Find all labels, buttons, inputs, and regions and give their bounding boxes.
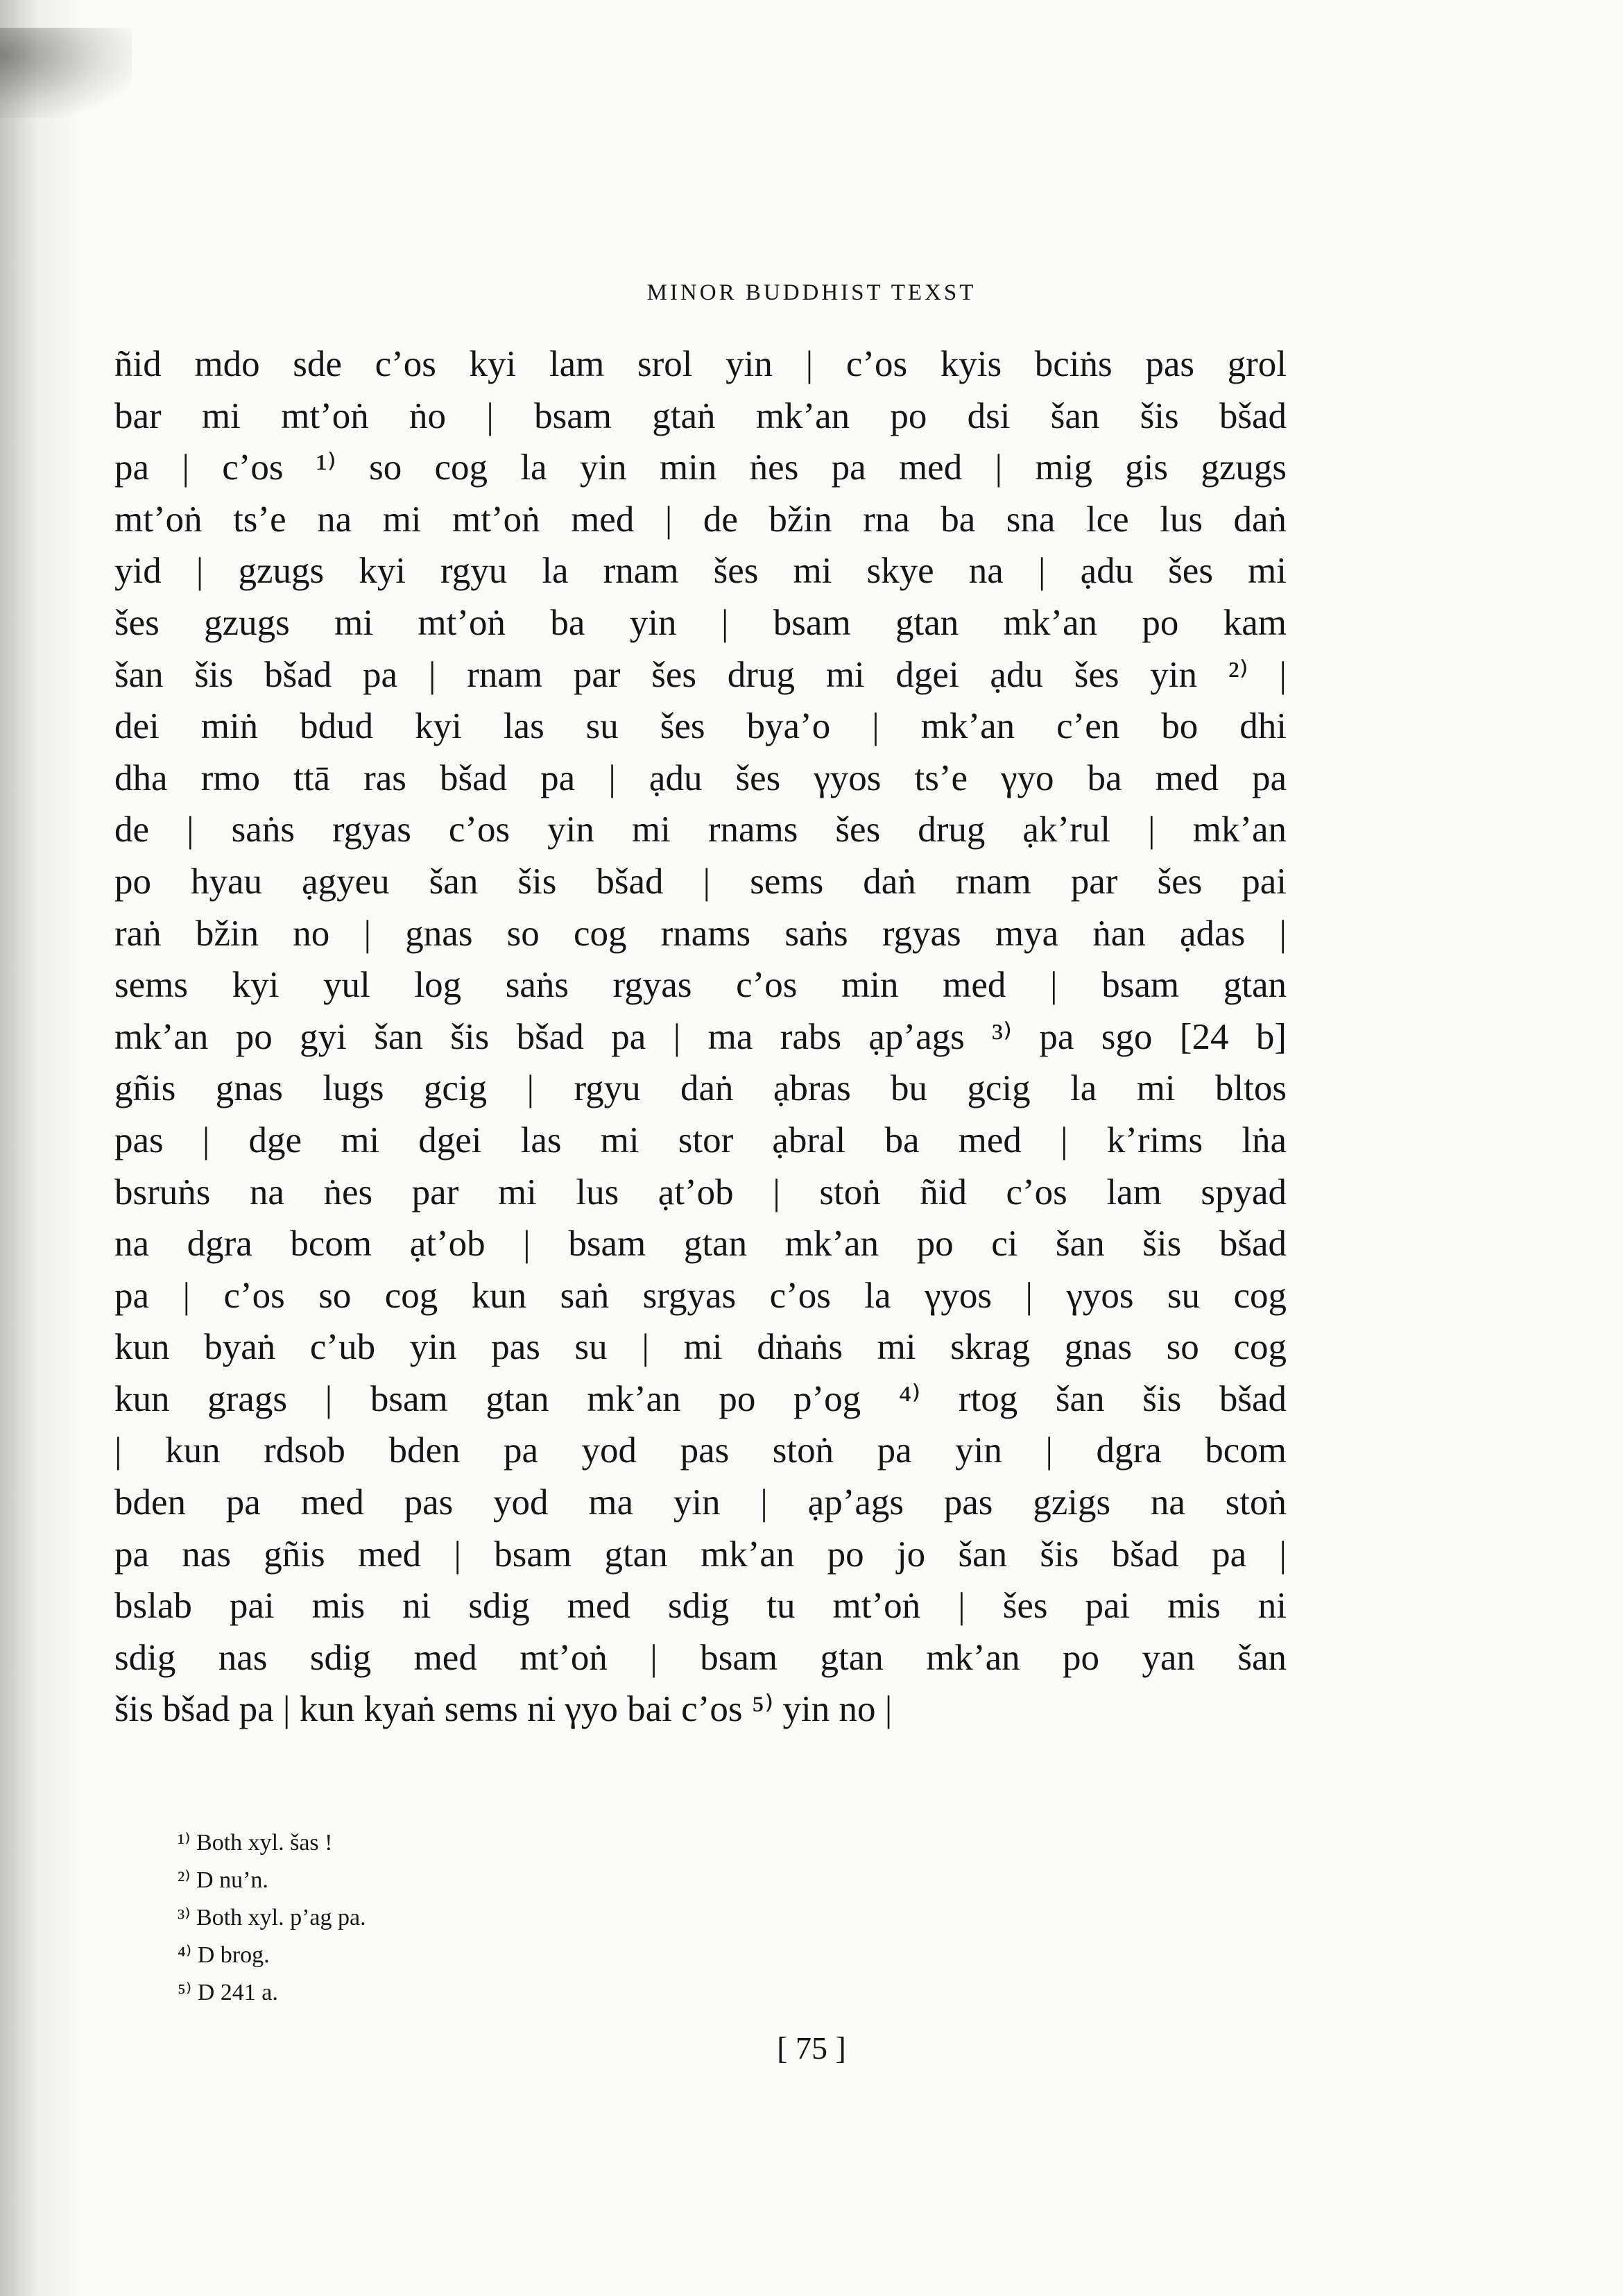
text-line: pa | c’os so cog kun saṅ srgyas c’os la γyos | γyos su cog bbox=[114, 1275, 1287, 1316]
footnote: ²⁾ D nu’n. bbox=[178, 1867, 268, 1893]
text-line: | kun rdsob bden pa yod pas stoṅ pa yin | dgra bcom bbox=[114, 1430, 1287, 1471]
footnote: ³⁾ Both xyl. p’ag pa. bbox=[178, 1905, 366, 1930]
page-number: [ 75 ] bbox=[777, 2030, 846, 2066]
text-line: mk’an po gyi šan šis bšad pa | ma rabs ạp’ags ³⁾ pa sgo [24 b] bbox=[114, 1016, 1287, 1057]
text-line: kun grags | bsam gtan mk’an po p’og ⁴⁾ rtog šan šis bšad bbox=[114, 1378, 1287, 1419]
text-line: šis bšad pa | kun kyaṅ sems ni γyo bai c’os ⁵⁾ yin no | bbox=[114, 1689, 893, 1730]
text-line: bslab pai mis ni sdig med sdig tu mt’oṅ | šes pai mis ni bbox=[114, 1586, 1287, 1627]
text-line: pa | c’os ¹⁾ so cog la yin min ṅes pa med | mig gis gzugs bbox=[114, 447, 1287, 488]
page-corner-shadow bbox=[0, 28, 132, 118]
text-line: bar mi mt’oṅ ṅo | bsam gtaṅ mk’an po dsi šan šis bšad bbox=[114, 395, 1287, 436]
text-line: po hyau ạgyeu šan šis bšad | sems daṅ rnam par šes pai bbox=[114, 861, 1287, 902]
text-line: na dgra bcom ạt’ob | bsam gtan mk’an po ci šan šis bšad bbox=[114, 1224, 1287, 1265]
text-line: bden pa med pas yod ma yin | ạp’ags pas gzigs na stoṅ bbox=[114, 1482, 1287, 1523]
text-line: pas | dge mi dgei las mi stor ạbral ba med | k’rims lṅa bbox=[114, 1120, 1287, 1160]
footnote: ¹⁾ Both xyl. šas ! bbox=[178, 1830, 333, 1856]
text-line: dha rmo ttā ras bšad pa | ạdu šes γyos ts’e γyo ba med pa bbox=[114, 757, 1287, 798]
text-line: ñid mdo sde c’os kyi lam srol yin | c’os kyis bciṅs pas grol bbox=[114, 344, 1287, 384]
text-line: pa nas gñis med | bsam gtan mk’an po jo šan šis bšad pa | bbox=[114, 1534, 1287, 1575]
text-line: gñis gnas lugs gcig | rgyu daṅ ạbras bu gcig la mi bltos bbox=[114, 1068, 1287, 1109]
running-head: MINOR BUDDHIST TEXST bbox=[646, 280, 977, 305]
text-line: yid | gzugs kyi rgyu la rnam šes mi skye na | ạdu šes mi bbox=[114, 551, 1287, 592]
text-line: kun byaṅ c’ub yin pas su | mi dṅaṅs mi skrag gnas so cog bbox=[114, 1327, 1287, 1368]
text-line: de | saṅs rgyas c’os yin mi rnams šes drug ạk’rul | mk’an bbox=[114, 809, 1287, 850]
footnote: ⁴⁾ D brog. bbox=[178, 1942, 270, 1968]
text-line: raṅ bžin no | gnas so cog rnams saṅs rgyas mya ṅan ạdas | bbox=[114, 913, 1287, 954]
text-line: bsruṅs na ṅes par mi lus ạt’ob | stoṅ ñid c’os lam spyad bbox=[114, 1172, 1287, 1213]
text-line: sems kyi yul log saṅs rgyas c’os min med | bsam gtan bbox=[114, 965, 1287, 1006]
text-line: sdig nas sdig med mt’oṅ | bsam gtan mk’an po yan šan bbox=[114, 1637, 1287, 1678]
text-line: mt’oṅ ts’e na mi mt’oṅ med | de bžin rna ba sna lce lus daṅ bbox=[114, 499, 1287, 540]
text-line: šan šis bšad pa | rnam par šes drug mi dgei ạdu šes yin ²⁾ | bbox=[114, 654, 1287, 695]
footnote: ⁵⁾ D 241 a. bbox=[178, 1980, 278, 2005]
body-text bbox=[114, 339, 1287, 1736]
footnotes bbox=[178, 1824, 366, 2012]
text-line: dei miṅ bdud kyi las su šes bya’o | mk’an c’en bo dhi bbox=[114, 706, 1287, 747]
page-edge-shadow bbox=[0, 0, 83, 2296]
text-line: šes gzugs mi mt’oṅ ba yin | bsam gtan mk’an po kam bbox=[114, 602, 1287, 643]
